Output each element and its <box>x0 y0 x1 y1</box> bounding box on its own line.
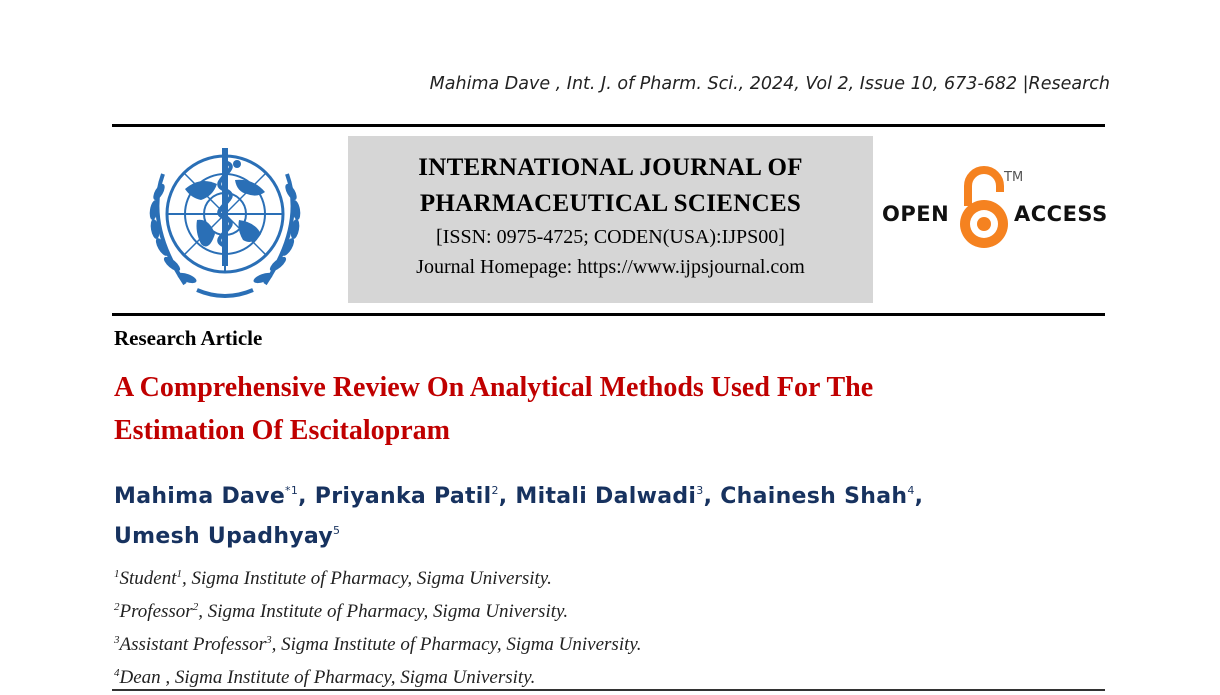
affiliation-role: Dean <box>119 667 161 688</box>
affiliation-line <box>114 659 642 692</box>
affiliation-role: Assistant Professor <box>119 634 267 655</box>
affiliation-institution: , Sigma Institute of Pharmacy, Sigma University. <box>160 667 536 688</box>
author-name: Mitali Dalwadi <box>515 484 697 509</box>
affiliation-role: Student <box>119 568 177 589</box>
author-name: Umesh Upadhyay <box>114 524 334 549</box>
affiliation-number: 3 <box>114 634 120 646</box>
open-access-trademark: TM <box>1004 170 1024 185</box>
affiliation-institution: , Sigma Institute of Pharmacy, Sigma University. <box>271 634 642 655</box>
header-bottom-rule <box>112 313 1105 316</box>
who-emblem-icon <box>125 134 325 306</box>
article-type: Research Article <box>114 326 263 350</box>
affiliation-line <box>114 593 642 626</box>
affiliation-line <box>114 626 642 659</box>
author-separator: , <box>298 484 315 509</box>
author-name: Priyanka Patil <box>314 484 492 509</box>
journal-title <box>348 150 873 222</box>
author-separator: , <box>914 484 940 509</box>
author-list <box>114 474 1014 554</box>
header-top-rule <box>112 124 1105 127</box>
author-name: Mahima Dave <box>114 484 286 509</box>
journal-masthead <box>348 136 873 303</box>
journal-issn: [ISSN: 0975-4725; CODEN(USA):IJPS00] <box>436 226 785 248</box>
section-divider <box>112 689 1105 691</box>
open-access-open-text: OPEN <box>882 202 950 226</box>
article-title <box>114 366 1034 452</box>
affiliation-role: Professor <box>119 601 193 622</box>
affiliation-number: 2 <box>114 601 120 613</box>
affiliation-role-mark: 3 <box>266 634 272 646</box>
author-affiliation-mark: 2 <box>491 484 499 497</box>
affiliation-list <box>114 560 642 692</box>
journal-title-line1: INTERNATIONAL JOURNAL OF <box>418 154 803 181</box>
author-affiliation-mark: *1 <box>285 484 299 497</box>
author-separator: , <box>703 484 721 509</box>
author-name: Chainesh Shah <box>720 484 908 509</box>
affiliation-institution: , Sigma Institute of Pharmacy, Sigma University. <box>182 568 552 589</box>
article-title-line1: A Comprehensive Review On Analytical Methods Used For The <box>114 372 874 403</box>
author-affiliation-mark: 3 <box>696 484 704 497</box>
article-title-line2: Estimation Of Escitalopram <box>114 415 450 446</box>
affiliation-role-mark: 1 <box>176 568 182 580</box>
author-affiliation-mark: 5 <box>333 524 341 537</box>
journal-homepage-link[interactable]: Journal Homepage: https://www.ijpsjournal.com <box>416 256 805 278</box>
open-access-logo <box>880 166 1110 258</box>
author-affiliation-mark: 4 <box>907 484 915 497</box>
affiliation-number: 4 <box>114 667 120 679</box>
running-header: Mahima Dave , Int. J. of Pharm. Sci., 2024, Vol 2, Issue 10, 673-682 |Research <box>429 74 1110 94</box>
open-access-access-text: ACCESS <box>1014 202 1108 226</box>
affiliation-line <box>114 560 642 593</box>
author-separator: , <box>498 484 516 509</box>
journal-title-line2: PHARMACEUTICAL SCIENCES <box>419 190 802 217</box>
affiliation-institution: , Sigma Institute of Pharmacy, Sigma University. <box>198 601 569 622</box>
affiliation-number: 1 <box>114 568 120 580</box>
affiliation-role-mark: 2 <box>192 601 199 613</box>
